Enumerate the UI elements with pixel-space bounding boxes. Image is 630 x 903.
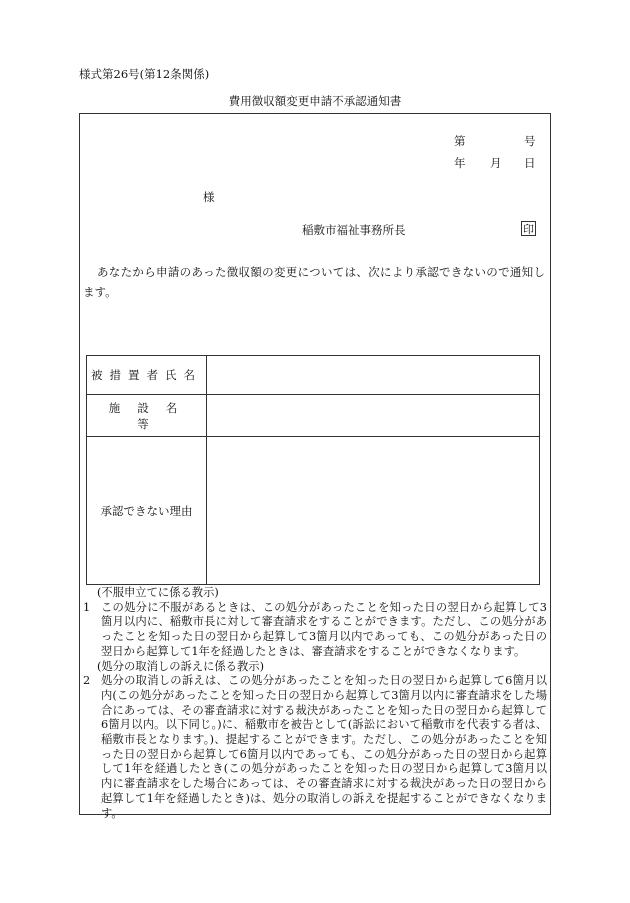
value-facility-name [207,395,540,437]
table-row [87,356,540,395]
table-row [87,437,540,585]
seal-mark: 印 [523,223,534,236]
info-table [86,355,540,585]
form-number: 様式第26号(第12条関係) [79,67,210,81]
number-label: 第 [454,134,466,148]
addressee-suffix: 様 [203,190,215,204]
notices [83,586,547,821]
notice-text: この処分に不服があるときは、この処分があったことを知った日の翌日から起算して3箇月以内に、稲敷市長に対して審査請求をすることができます。ただし、この処分があったことを知った日の翌日から起算して3箇月以内であっても、この処分があった日の翌日から起算して1年を経過したときは、審査請求をすることができなくなります。 [101,600,547,658]
number-suffix: 号 [524,134,536,148]
date-year: 年 [454,156,466,170]
date-month: 月 [490,156,502,170]
table-row [87,395,540,437]
document-title: 費用徴収額変更申請不承認通知書 [228,94,402,108]
value-reason [207,437,540,585]
body-text: あなたから申請のあった徴収額の変更については、次により承認できないので通知します。 [83,265,545,299]
label-reason: 承認できない理由 [87,437,207,585]
notice-item-1 [83,601,547,660]
notice-item-2 [83,674,547,821]
notice-number: 1 [83,600,91,614]
notice-heading-appeal: (不服申立てに係る教示) [97,586,219,599]
label-recipient-name: 被措置者氏名 [87,356,207,395]
date-day: 日 [524,156,536,170]
notice-heading-lawsuit: (処分の取消しの訴えに係る教示) [97,659,264,673]
notice-number: 2 [83,674,91,688]
issuer-name: 稲敷市福祉事務所長 [302,223,406,237]
value-recipient-name [207,356,540,395]
label-facility-name: 施設名等 [87,395,207,437]
notice-text: 処分の取消しの訴えは、この処分があったことを知った日の翌日から起算して6箇月以内(この処分があったことを知った日の翌日から起算して3箇月以内に審査請求をした場合にあっては、その審査請求に対する裁決があったことを知った日の翌日から起算して6箇月以内。以下同じ。)に、稲敷市を被告として(訴訟において稲敷市を代表する者は、稲敷市長となります。)、提起することができます。ただし、この処分があったことを知った日の翌日から起算して6箇月以内であっても、この処分があった日の翌日から起算して1年を経過したとき(この処分があったことを知った日の翌日から起算して3箇月以内に審査請求をした場合にあっては、その審査請求に対する裁決があった日の翌日から起算して1年を経過したとき)は、処分の取消しの訴えを提起することができなくなります。 [101,674,547,820]
